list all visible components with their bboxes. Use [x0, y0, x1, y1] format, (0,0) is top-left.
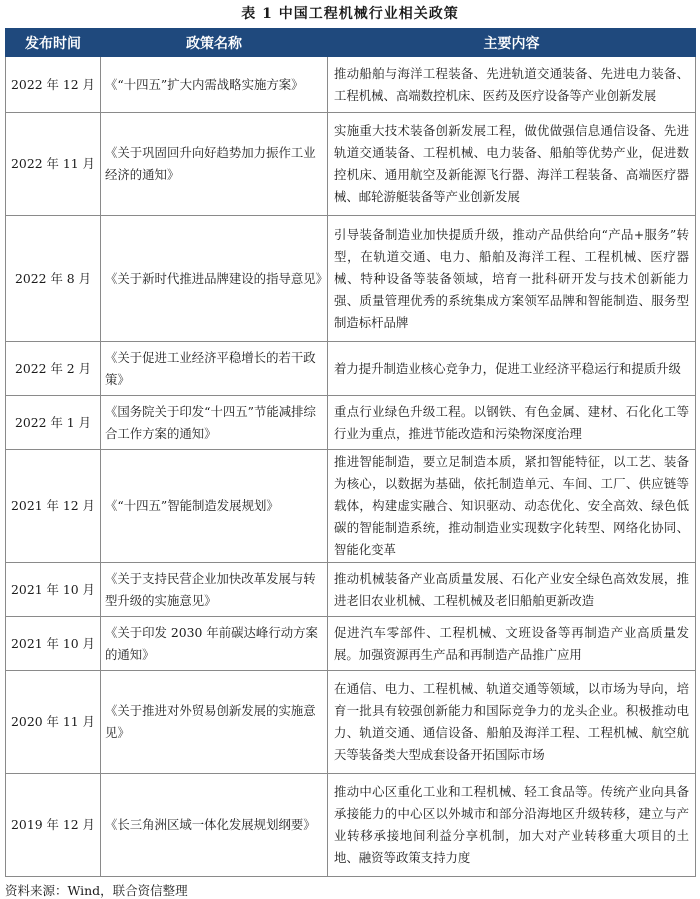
cell-date: 2022 年 1 月: [6, 396, 101, 450]
cell-policy-name: 《关于推进对外贸易创新发展的实施意见》: [101, 671, 328, 774]
cell-policy-name: 《“十四五”智能制造发展规划》: [101, 450, 328, 563]
header-content: 主要内容: [328, 29, 696, 57]
cell-date: 2022 年 12 月: [6, 57, 101, 113]
table-row: [6, 563, 696, 617]
cell-policy-name: 《关于促进工业经济平稳增长的若干政策》: [101, 342, 328, 396]
table-row: [6, 57, 696, 113]
cell-date: 2021 年 10 月: [6, 563, 101, 617]
cell-date: 2021 年 12 月: [6, 450, 101, 563]
cell-date: 2022 年 2 月: [6, 342, 101, 396]
table-row: [6, 450, 696, 563]
table-row: [6, 617, 696, 671]
table-row: [6, 396, 696, 450]
cell-content: 在通信、电力、工程机械、轨道交通等领域，以市场为导向，培育一批具有较强创新能力和国际竞争力的龙头企业。积极推动电力、轨道交通、通信设备、船舶及海洋工程、工程机械、航空航天等装备类大型成套设备开拓国际市场: [328, 671, 696, 774]
table-row: [6, 113, 696, 216]
header-date: 发布时间: [6, 29, 101, 57]
cell-policy-name: 《关于支持民营企业加快改革发展与转型升级的实施意见》: [101, 563, 328, 617]
table-row: [6, 342, 696, 396]
table-row: [6, 671, 696, 774]
source-note: 资料来源：Wind，联合资信整理: [5, 883, 188, 898]
cell-policy-name: 《关于印发 2030 年前碳达峰行动方案的通知》: [101, 617, 328, 671]
cell-date: 2022 年 8 月: [6, 216, 101, 342]
cell-policy-name: 《“十四五”扩大内需战略实施方案》: [101, 57, 328, 113]
cell-date: 2022 年 11 月: [6, 113, 101, 216]
table-row: [6, 774, 696, 877]
cell-content: 推动船舶与海洋工程装备、先进轨道交通装备、先进电力装备、工程机械、高端数控机床、医药及医疗设备等产业创新发展: [328, 57, 696, 113]
policy-table: [5, 28, 696, 877]
cell-policy-name: 《关于巩固回升向好趋势加力振作工业经济的通知》: [101, 113, 328, 216]
cell-date: 2021 年 10 月: [6, 617, 101, 671]
cell-content: 着力提升制造业核心竞争力，促进工业经济平稳运行和提质升级: [328, 342, 696, 396]
cell-content: 推动机械装备产业高质量发展、石化产业安全绿色高效发展，推进老旧农业机械、工程机械及老旧船舶更新改造: [328, 563, 696, 617]
cell-policy-name: 《长三角洲区域一体化发展规划纲要》: [101, 774, 328, 877]
cell-content: 实施重大技术装备创新发展工程，做优做强信息通信设备、先进轨道交通装备、工程机械、电力装备、船舶等优势产业，促进数控机床、通用航空及新能源飞行器、海洋工程装备、高端医疗器械、邮轮游艇装备等产业创新发展: [328, 113, 696, 216]
cell-date: 2020 年 11 月: [6, 671, 101, 774]
cell-content: 推进智能制造，要立足制造本质，紧扣智能特征，以工艺、装备为核心，以数据为基础，依托制造单元、车间、工厂、供应链等载体，构建虚实融合、知识驱动、动态优化、安全高效、绿色低碳的智能制造系统，推动制造业实现数字化转型、网络化协同、智能化变革: [328, 450, 696, 563]
table-row: [6, 216, 696, 342]
header-policy-name: 政策名称: [101, 29, 328, 57]
table-body: [6, 57, 696, 877]
cell-content: 引导装备制造业加快提质升级，推动产品供给向“产品+服务”转型，在轨道交通、电力、船舶及海洋工程、工程机械、医疗器械、特种设备等装备领域，培育一批科研开发与技术创新能力强、质量管理优秀的系统集成方案领军品牌和智能制造、服务型制造标杆品牌: [328, 216, 696, 342]
cell-content: 推动中心区重化工业和工程机械、轻工食品等。传统产业向具备承接能力的中心区以外城市和部分沿海地区升级转移，建立与产业转移承接地间利益分享机制，加大对产业转移重大项目的土地、融资等政策支持力度: [328, 774, 696, 877]
cell-date: 2019 年 12 月: [6, 774, 101, 877]
cell-policy-name: 《关于新时代推进品牌建设的指导意见》: [101, 216, 328, 342]
cell-content: 促进汽车零部件、工程机械、文班设备等再制造产业高质量发展。加强资源再生产品和再制造产品推广应用: [328, 617, 696, 671]
table-title: 表 1 中国工程机械行业相关政策: [241, 6, 459, 22]
cell-content: 重点行业绿色升级工程。以钢铁、有色金属、建材、石化化工等行业为重点，推进节能改造和污染物深度治理: [328, 396, 696, 450]
table-header: [6, 29, 696, 57]
cell-policy-name: 《国务院关于印发“十四五”节能减排综合工作方案的通知》: [101, 396, 328, 450]
